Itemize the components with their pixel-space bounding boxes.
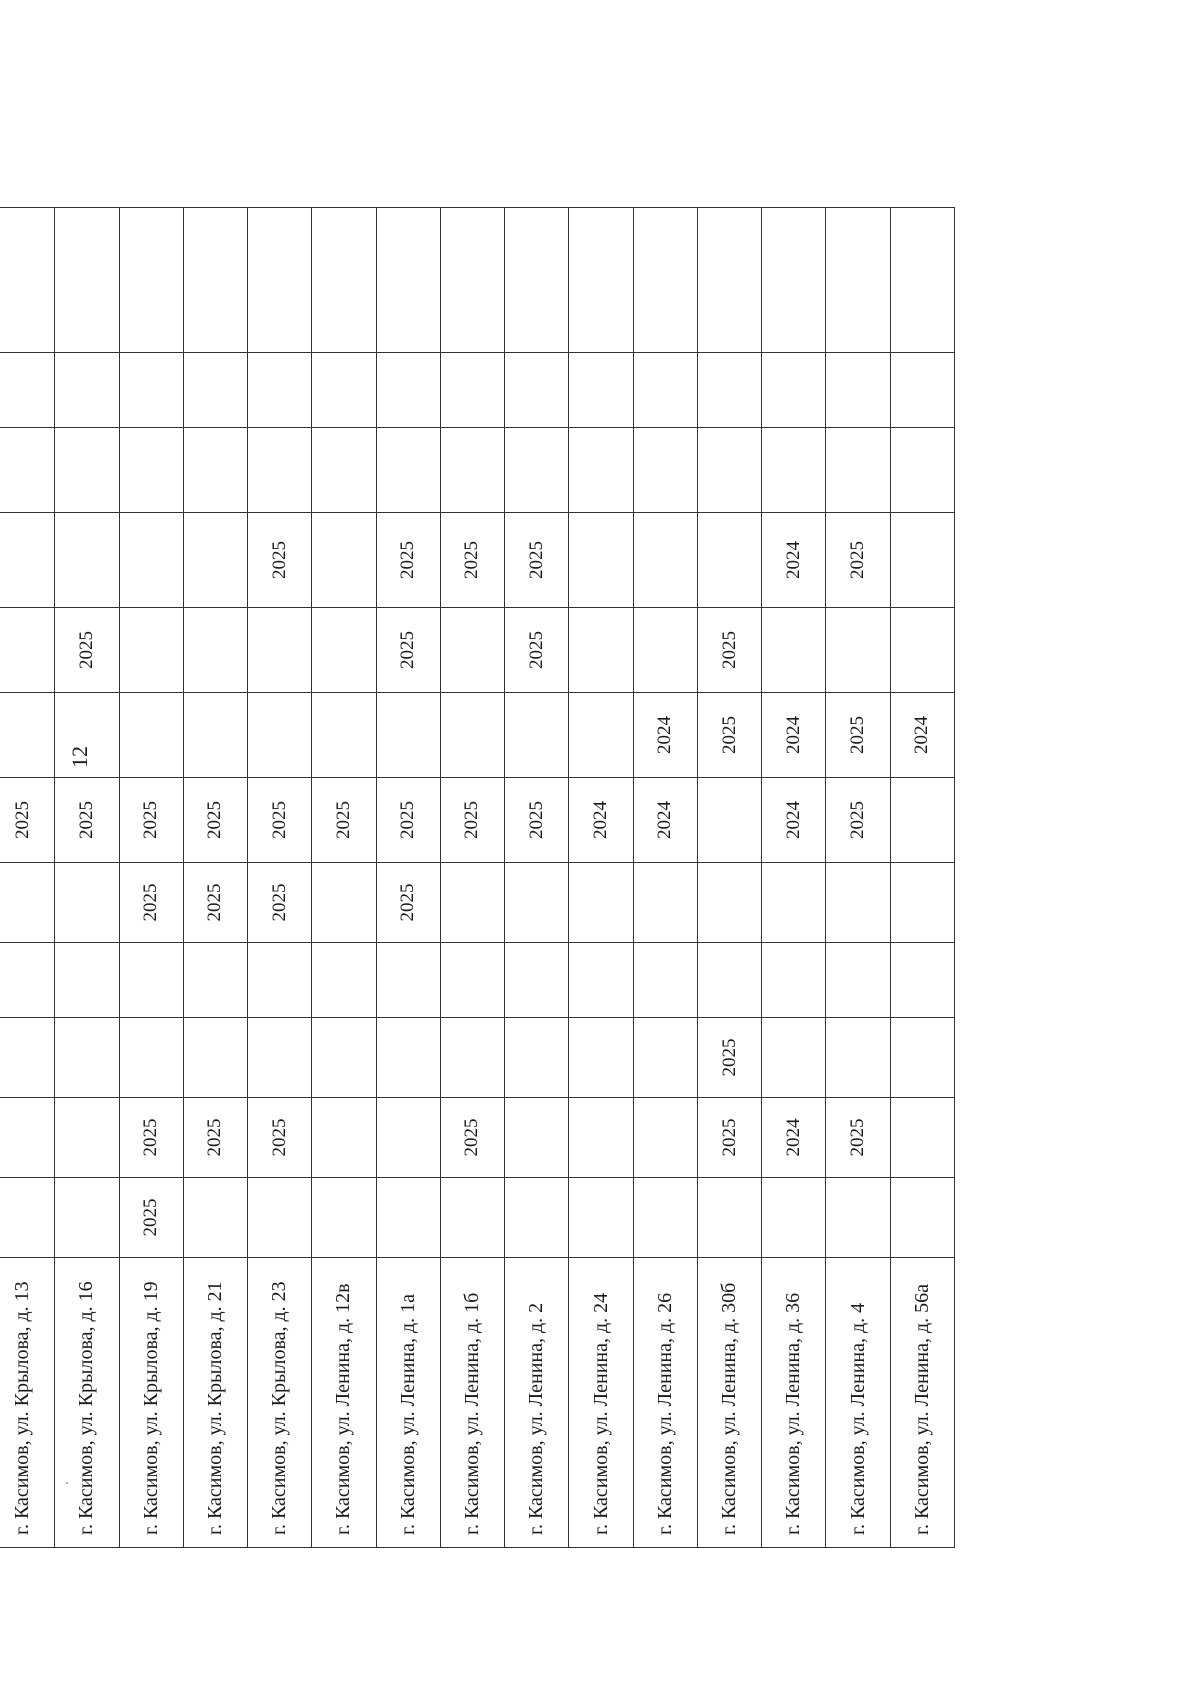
year-cell	[569, 863, 633, 943]
year-cell: 2025	[440, 1098, 504, 1178]
year-cell	[890, 943, 954, 1018]
year-cell: 2025	[440, 778, 504, 863]
year-cell	[569, 1098, 633, 1178]
year-cell	[0, 1018, 55, 1098]
year-cell	[890, 1018, 954, 1098]
year-cell	[312, 943, 376, 1018]
year-cell	[569, 693, 633, 778]
address-cell: г. Касимов, ул. Крылова, д. 13	[0, 1258, 55, 1548]
year-cell	[440, 208, 504, 353]
year-cell	[376, 428, 440, 513]
year-cell	[0, 693, 55, 778]
year-cell	[440, 693, 504, 778]
year-cell: 2024	[762, 1098, 826, 1178]
year-cell	[55, 513, 119, 608]
year-cell: 2025	[376, 778, 440, 863]
year-cell	[697, 353, 761, 428]
year-cell	[376, 943, 440, 1018]
address-cell: г. Касимов, ул. Ленина, д. 26	[633, 1258, 697, 1548]
year-cell: 2025	[248, 863, 312, 943]
year-cell	[183, 428, 247, 513]
table-row	[569, 208, 633, 1548]
year-cell	[248, 428, 312, 513]
year-cell	[0, 353, 55, 428]
year-cell	[890, 1098, 954, 1178]
address-cell: г. Касимов, ул. Ленина, д. 1а	[376, 1258, 440, 1548]
year-cell	[440, 428, 504, 513]
year-cell	[633, 1178, 697, 1258]
table-row	[440, 208, 504, 1548]
year-cell: 2025	[183, 778, 247, 863]
year-cell	[0, 608, 55, 693]
table-row	[633, 208, 697, 1548]
year-cell	[55, 1018, 119, 1098]
year-cell	[633, 428, 697, 513]
year-cell	[697, 778, 761, 863]
year-cell	[633, 1098, 697, 1178]
year-cell	[633, 1018, 697, 1098]
year-cell	[762, 943, 826, 1018]
year-cell	[505, 1098, 569, 1178]
year-cell	[697, 208, 761, 353]
year-cell	[569, 608, 633, 693]
year-cell	[119, 1018, 183, 1098]
address-cell: г. Касимов, ул. Ленина, д. 24	[569, 1258, 633, 1548]
year-cell	[890, 208, 954, 353]
year-cell: 2025	[312, 778, 376, 863]
year-cell	[312, 208, 376, 353]
year-cell	[890, 608, 954, 693]
year-cell: 2025	[248, 778, 312, 863]
year-cell: 2025	[826, 693, 890, 778]
table-row	[312, 208, 376, 1548]
year-cell: 2025	[505, 608, 569, 693]
year-cell	[248, 608, 312, 693]
table-row	[890, 208, 954, 1548]
table-row	[0, 208, 55, 1548]
year-cell: 2024	[633, 778, 697, 863]
year-cell	[55, 1178, 119, 1258]
year-cell	[505, 693, 569, 778]
data-table	[0, 207, 955, 1548]
year-cell	[633, 513, 697, 608]
year-cell	[312, 1018, 376, 1098]
year-cell	[0, 428, 55, 513]
year-cell	[119, 513, 183, 608]
year-cell	[0, 863, 55, 943]
year-cell: 2025	[248, 1098, 312, 1178]
year-cell: 2025	[248, 513, 312, 608]
year-cell	[762, 1018, 826, 1098]
year-cell: 2025	[55, 608, 119, 693]
year-cell	[376, 1018, 440, 1098]
year-cell: 2025	[183, 1098, 247, 1178]
year-cell	[697, 513, 761, 608]
year-cell	[569, 1178, 633, 1258]
year-cell	[505, 943, 569, 1018]
year-cell: 2025	[376, 863, 440, 943]
year-cell	[569, 208, 633, 353]
address-cell: г. Касимов, ул. Ленина, д. 36	[762, 1258, 826, 1548]
year-cell	[440, 943, 504, 1018]
year-cell	[505, 1178, 569, 1258]
year-cell	[376, 353, 440, 428]
address-cell: г. Касимов, ул. Ленина, д. 56а	[890, 1258, 954, 1548]
year-cell	[248, 943, 312, 1018]
year-cell: 2025	[119, 1178, 183, 1258]
year-cell	[183, 1178, 247, 1258]
year-cell	[440, 1178, 504, 1258]
page-number: 12	[67, 746, 92, 768]
year-cell: 2025	[505, 778, 569, 863]
year-cell	[890, 778, 954, 863]
year-cell	[248, 1018, 312, 1098]
year-cell	[826, 1018, 890, 1098]
year-cell	[890, 353, 954, 428]
year-cell	[183, 353, 247, 428]
year-cell	[55, 353, 119, 428]
year-cell	[569, 513, 633, 608]
year-cell	[505, 1018, 569, 1098]
year-cell	[697, 428, 761, 513]
year-cell	[55, 208, 119, 353]
year-cell	[569, 428, 633, 513]
address-cell: г. Касимов, ул. Ленина, д. 30б	[697, 1258, 761, 1548]
year-cell	[697, 863, 761, 943]
year-cell	[697, 1178, 761, 1258]
year-cell	[826, 863, 890, 943]
year-cell	[826, 353, 890, 428]
table-row	[762, 208, 826, 1548]
year-cell	[183, 208, 247, 353]
year-cell	[183, 513, 247, 608]
year-cell	[569, 353, 633, 428]
year-cell	[0, 943, 55, 1018]
table-body	[0, 208, 955, 1548]
year-cell	[762, 428, 826, 513]
year-cell	[248, 1178, 312, 1258]
year-cell	[55, 693, 119, 778]
year-cell	[376, 1098, 440, 1178]
table-row	[248, 208, 312, 1548]
year-cell: 2025	[505, 513, 569, 608]
year-cell	[376, 208, 440, 353]
year-cell: 2025	[376, 608, 440, 693]
address-cell: г. Касимов, ул. Ленина, д. 12в	[312, 1258, 376, 1548]
year-cell: 2024	[762, 513, 826, 608]
year-cell	[312, 863, 376, 943]
year-cell: 2025	[697, 608, 761, 693]
year-cell	[0, 208, 55, 353]
year-cell: 2025	[119, 863, 183, 943]
table-row	[505, 208, 569, 1548]
year-cell: 2025	[55, 778, 119, 863]
address-cell: г. Касимов, ул. Ленина, д. 2	[505, 1258, 569, 1548]
year-cell	[440, 863, 504, 943]
year-cell: 2025	[826, 513, 890, 608]
year-cell	[697, 943, 761, 1018]
year-cell	[505, 353, 569, 428]
table-container	[0, 208, 955, 1548]
table-row	[119, 208, 183, 1548]
table-row	[697, 208, 761, 1548]
year-cell	[440, 1018, 504, 1098]
year-cell	[826, 428, 890, 513]
year-cell	[505, 863, 569, 943]
year-cell	[55, 863, 119, 943]
year-cell	[633, 208, 697, 353]
year-cell	[119, 353, 183, 428]
year-cell: 2025	[119, 1098, 183, 1178]
year-cell	[762, 353, 826, 428]
year-cell	[119, 608, 183, 693]
year-cell	[569, 1018, 633, 1098]
year-cell	[762, 863, 826, 943]
table-row	[55, 208, 119, 1548]
year-cell	[0, 1098, 55, 1178]
year-cell	[119, 693, 183, 778]
year-cell	[505, 208, 569, 353]
year-cell	[633, 863, 697, 943]
year-cell	[55, 1098, 119, 1178]
year-cell	[826, 208, 890, 353]
address-cell: г. Касимов, ул. Ленина, д. 1б	[440, 1258, 504, 1548]
year-cell	[312, 428, 376, 513]
year-cell	[312, 353, 376, 428]
year-cell: 2025	[376, 513, 440, 608]
table-row	[183, 208, 247, 1548]
year-cell	[890, 428, 954, 513]
year-cell	[248, 693, 312, 778]
year-cell	[183, 1018, 247, 1098]
year-cell	[890, 863, 954, 943]
year-cell	[633, 943, 697, 1018]
year-cell	[505, 428, 569, 513]
year-cell: 2025	[119, 778, 183, 863]
year-cell: 2024	[633, 693, 697, 778]
year-cell: 2025	[826, 778, 890, 863]
year-cell	[0, 513, 55, 608]
year-cell	[312, 1098, 376, 1178]
address-cell: г. Касимов, ул. Крылова, д. 21	[183, 1258, 247, 1548]
scan-speck	[66, 1482, 68, 1484]
address-cell: г. Касимов, ул. Ленина, д. 4	[826, 1258, 890, 1548]
year-cell	[312, 693, 376, 778]
year-cell	[762, 1178, 826, 1258]
year-cell	[633, 353, 697, 428]
year-cell	[183, 693, 247, 778]
year-cell: 2025	[0, 778, 55, 863]
year-cell: 2024	[890, 693, 954, 778]
year-cell	[826, 943, 890, 1018]
year-cell	[890, 513, 954, 608]
year-cell	[312, 608, 376, 693]
year-cell: 2024	[762, 693, 826, 778]
year-cell: 2025	[697, 693, 761, 778]
year-cell	[826, 608, 890, 693]
address-cell: г. Касимов, ул. Крылова, д. 23	[248, 1258, 312, 1548]
year-cell	[440, 608, 504, 693]
year-cell	[376, 693, 440, 778]
year-cell	[762, 608, 826, 693]
year-cell	[376, 1178, 440, 1258]
year-cell	[826, 1178, 890, 1258]
year-cell	[890, 1178, 954, 1258]
year-cell	[119, 428, 183, 513]
year-cell	[119, 943, 183, 1018]
year-cell	[633, 608, 697, 693]
year-cell	[312, 513, 376, 608]
year-cell: 2025	[697, 1018, 761, 1098]
year-cell: 2024	[569, 778, 633, 863]
year-cell	[0, 1178, 55, 1258]
year-cell	[55, 943, 119, 1018]
year-cell: 2025	[697, 1098, 761, 1178]
year-cell	[440, 353, 504, 428]
table-row	[826, 208, 890, 1548]
year-cell: 2024	[762, 778, 826, 863]
year-cell	[183, 943, 247, 1018]
year-cell	[248, 208, 312, 353]
year-cell	[762, 208, 826, 353]
table-row	[376, 208, 440, 1548]
year-cell: 2025	[183, 863, 247, 943]
address-cell: г. Касимов, ул. Крылова, д. 19	[119, 1258, 183, 1548]
year-cell	[569, 943, 633, 1018]
year-cell	[119, 208, 183, 353]
year-cell: 2025	[440, 513, 504, 608]
year-cell	[55, 428, 119, 513]
address-cell: г. Касимов, ул. Крылова, д. 16	[55, 1258, 119, 1548]
year-cell	[183, 608, 247, 693]
year-cell	[312, 1178, 376, 1258]
year-cell	[248, 353, 312, 428]
year-cell: 2025	[826, 1098, 890, 1178]
